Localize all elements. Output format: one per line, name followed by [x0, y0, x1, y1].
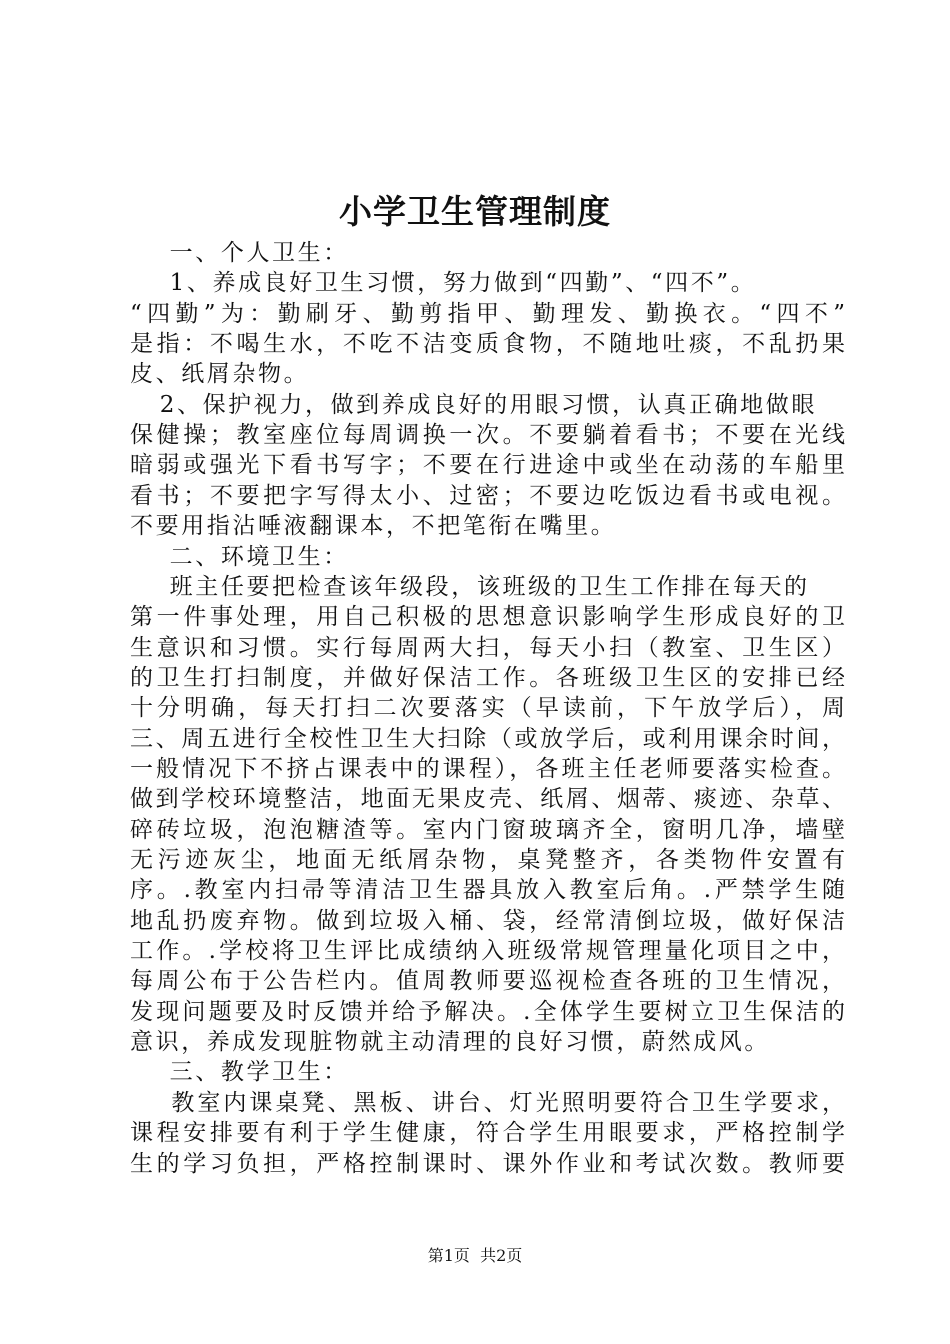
text-line: 暗弱或强光下看书写字；不要在行进途中或坐在动荡的车船里	[130, 452, 845, 479]
text-line: 发现问题要及时反馈并给予解决。.全体学生要树立卫生保洁的	[130, 998, 845, 1025]
text-line: 一、个人卫生：	[130, 240, 349, 266]
text-line: 的卫生打扫制度，并做好保洁工作。各班级卫生区的安排已经	[130, 664, 845, 691]
page-footer: 第1页 共2页	[427, 1246, 523, 1265]
page-title: 小学卫生管理制度	[339, 192, 611, 231]
text-line: 三、周五进行全校性卫生大扫除（或放学后，或利用课余时间，	[130, 725, 845, 752]
text-line: 看书；不要把字写得太小、过密；不要边吃饭边看书或电视。	[130, 482, 845, 509]
text-line: 意识，养成发现脏物就主动清理的良好习惯，蔚然成风。	[130, 1029, 770, 1056]
text-line: 十分明确，每天打扫二次要落实（早读前，下午放学后），周	[130, 695, 845, 722]
text-line: 二、环境卫生：	[130, 543, 349, 570]
text-line: 第一件事处理，用自己积极的思想意识影响学生形成良好的卫	[130, 604, 845, 631]
text-line: 1、养成良好卫生习惯，努力做到“四勤”、“四不”。	[130, 270, 757, 297]
text-line: 一般情况下不挤占课表中的课程），各班主任老师要落实检查。	[130, 755, 845, 782]
text-line: 2、保护视力，做到养成良好的用眼习惯，认真正确地做眼	[130, 391, 817, 418]
text-line: 三、教学卫生：	[130, 1059, 349, 1086]
text-line: 教室内课桌凳、黑板、讲台、灯光照明要符合卫生学要求，	[130, 1089, 845, 1116]
text-line: 做到学校环境整洁，地面无果皮壳、纸屑、烟蒂、痰迹、杂草、	[130, 786, 845, 813]
text-line: 皮、纸屑杂物。	[130, 361, 310, 388]
text-line: “四勤”为：勤刷牙、勤剪指甲、勤理发、勤换衣。“四不”	[130, 300, 845, 327]
text-line: 无污迹灰尘，地面无纸屑杂物，桌凳整齐，各类物件安置有	[130, 847, 845, 873]
text-line: 课程安排要有利于学生健康，符合学生用眼要求，严格控制学	[130, 1120, 845, 1147]
text-line: 序。.教室内扫帚等清洁卫生器具放入教室后角。.严禁学生随	[130, 877, 845, 904]
text-line: 工作。.学校将卫生评比成绩纳入班级常规管理量化项目之中，	[130, 938, 845, 965]
text-line: 是指：不喝生水，不吃不洁变质食物，不随地吐痰，不乱扔果	[130, 331, 845, 358]
text-line: 每周公布于公告栏内。值周教师要巡视检查各班的卫生情况，	[130, 968, 845, 995]
text-line: 生意识和习惯。实行每周两大扫，每天小扫（教室、卫生区）	[130, 634, 845, 661]
text-line: 生的学习负担，严格控制课时、课外作业和考试次数。教师要	[130, 1150, 845, 1177]
text-line: 不要用指沾唾液翻课本，不把笔衔在嘴里。	[130, 513, 617, 540]
text-line: 地乱扔废弃物。做到垃圾入桶、袋，经常清倒垃圾，做好保洁	[130, 907, 845, 934]
text-line: 保健操；教室座位每周调换一次。不要躺着看书；不要在光线	[130, 422, 845, 449]
text-line: 班主任要把检查该年级段，该班级的卫生工作排在每天的	[130, 573, 810, 600]
text-line: 碎砖垃圾，泡泡糖渣等。室内门窗玻璃齐全，窗明几净，墙壁	[130, 816, 845, 843]
